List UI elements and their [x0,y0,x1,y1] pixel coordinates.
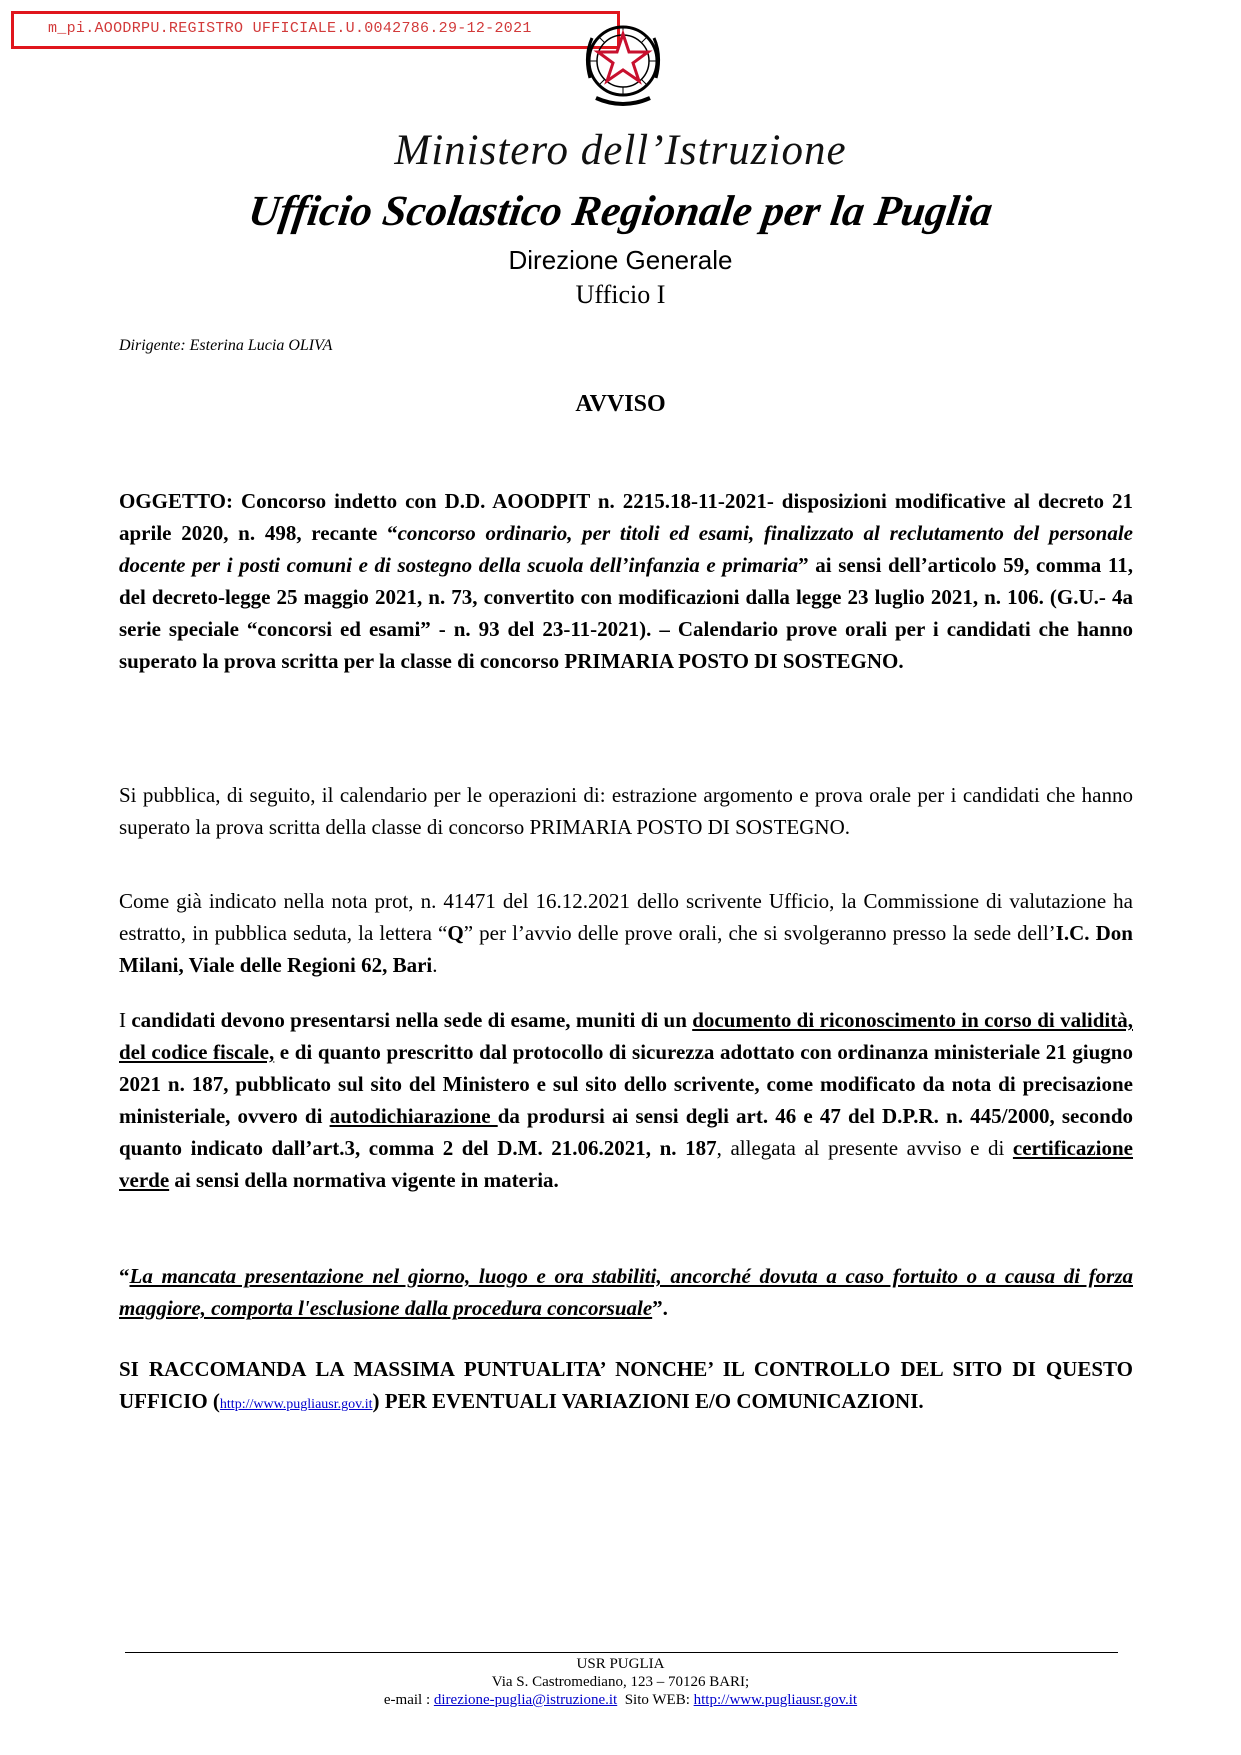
p3-text-f: da prodursi ai sensi degli art. 46 e 47 del D.P.R. n. 445/2000, secondo quanto indicato dall’art.3, comma 2 del D.M. 21.06.2021, n. 187 [119,1104,1134,1160]
p3-text-d: e di quanto prescritto dal protocollo di sicurezza adottato con ordinanza ministeriale 21 giugno 2021 n. 187, pubblicato sul sito del Ministero e sul sito dello scrivente, come modificato da nota di precisazione ministeriale, ovvero di [119,1040,1133,1128]
p4-close-quote: ”. [652,1296,668,1320]
p2-text-e: . [432,953,438,977]
p2-text-c: ” per l’avvio delle prove orali, che si svolgeranno presso la sede dell’ [463,921,1056,945]
paragraph-exclusion-quote [119,1260,1133,1324]
protocol-stamp [11,11,620,49]
p3-text-a: I [119,1008,132,1032]
oggetto-italic: concorso ordinario, per titoli ed esami, finalizzato al reclutamento del personale docente per i posti comuni e di sostegno della scuola dell’infanzia e primaria [119,521,1134,577]
p3-text-g: , allegata al presente avviso e di [716,1136,1013,1160]
p2-text-a: Come già indicato nella nota prot, n. 41471 del 16.12.2021 dello scrivente Ufficio, la Commissione di valutazione ha estratto, in pubblica seduta, la lettera “ [119,889,1133,945]
paragraph-calendar: Si pubblica, di seguito, il calendario per le operazioni di: estrazione argomento e prova orale per i candidati che hanno superato la prova scritta della classe di concorso PRIMARIA POSTO DI SOSTEGNO. [119,783,1133,839]
document-title: AVVISO [575,391,666,417]
oggetto-text-2: ” ai sensi dell’articolo 59, comma 11, del decreto-legge 25 maggio 2021, n. 73, convertito con modificazioni dalla legge 23 luglio 2021, n. 106. (G.U.- 4a serie speciale “concorsi ed esami” - n. 93 del 23-11-2021). – Calendario prove orali per i candidati che hanno superato la prova scritta per la classe di concorso PRIMARIA POSTO DI SOSTEGNO. [119,553,1133,673]
paragraph-recommendation [119,1353,1133,1421]
p3-autodichiarazione: autodichiarazione [329,1104,498,1128]
website-link[interactable]: http://www.pugliausr.gov.it [219,1397,373,1412]
p3-id-document: documento di riconoscimento in corso di validità, del codice fiscale, [119,1008,1133,1064]
footer-web-link[interactable]: http://www.pugliausr.gov.it [693,1692,858,1708]
p5-text-a: SI RACCOMANDA LA MASSIMA PUNTUALITA’ NONCHE’ IL CONTROLLO DEL SITO DI QUESTO UFFICIO ( [119,1357,1133,1413]
regional-office-name: Ufficio Scolastico Regionale per la Puglia [245,188,996,235]
p2-venue: I.C. Don Milani, Viale delle Regioni 62, Bari [119,921,1133,977]
p4-quote-text: La mancata presentazione nel giorno, luogo e ora stabiliti, ancorché dovuta a caso fortuito o a causa di forza maggiore, comporta l'esclusione dalla procedura concorsuale [119,1264,1133,1320]
p3-green-certificate: certificazione verde [119,1136,1133,1192]
italian-republic-emblem-icon [578,16,668,112]
direction-name: Direzione Generale [508,245,733,275]
p5-text-b: ) PER EVENTUALI VARIAZIONI E/O COMUNICAZIONI. [372,1389,924,1413]
dirigente-line: Dirigente: Esterina Lucia OLIVA [119,337,333,354]
p2-letter: Q [447,921,464,945]
footer-contacts [0,1691,1241,1709]
oggetto-paragraph [119,485,1133,677]
paragraph-letter [119,885,1133,981]
protocol-stamp-text: m_pi.AOODRPU.REGISTRO UFFICIALE.U.0042786.29-12-2021 [48,20,532,37]
p4-open-quote: “ [119,1264,130,1288]
footer-address: Via S. Castromediano, 123 – 70126 BARI; [491,1674,750,1690]
footer-org: USR PUGLIA [576,1656,665,1672]
ministry-name: Ministero dell’Istruzione [394,127,847,174]
footer-email-label: e-mail : [383,1692,434,1708]
oggetto-text-1: OGGETTO: Concorso indetto con D.D. AOODPIT n. 2215.18-11-2021- disposizioni modificative al decreto 21 aprile 2020, n. 498, recante “ [119,489,1133,545]
footer-divider [125,1652,1118,1653]
footer-email-link[interactable]: direzione-puglia@istruzione.it [433,1692,618,1708]
paragraph-requirements [119,1004,1133,1196]
p3-text-i: ai sensi della normativa vigente in materia. [169,1168,559,1192]
footer-web-label: Sito WEB: [617,1692,694,1708]
p3-text-b: candidati devono presentarsi nella sede di esame, muniti di un [131,1008,693,1032]
office-unit: Ufficio I [575,280,666,309]
